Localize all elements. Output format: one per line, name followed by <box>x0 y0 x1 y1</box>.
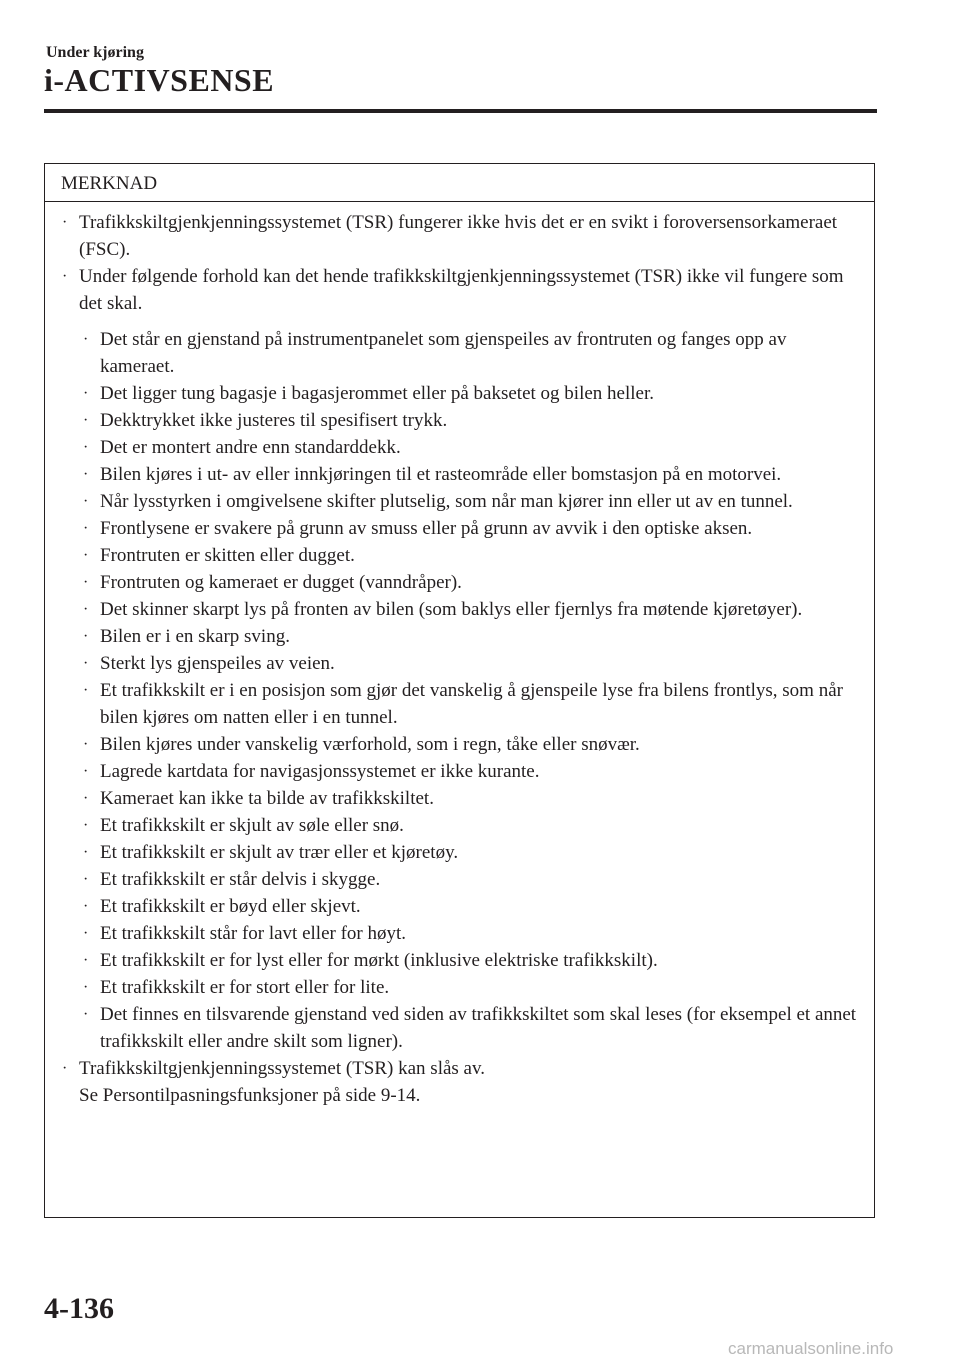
list-item-text: Frontruten og kameraet er dugget (vanndråper). <box>100 572 462 593</box>
list-item-text: Bilen kjøres i ut- av eller innkjøringen til et rasteområde eller bomstasjon på en motorvei. <box>100 464 782 485</box>
list-item-text: Frontruten er skitten eller dugget. <box>100 545 355 566</box>
list-item <box>81 326 864 380</box>
header-rule <box>44 109 877 113</box>
list-item <box>81 515 864 542</box>
bullet-icon: · <box>83 817 89 834</box>
list-item <box>81 596 864 623</box>
list-item <box>81 731 864 758</box>
list-item-text: Et trafikkskilt er for lyst eller for mørkt (inklusive elektriske trafikkskilt). <box>100 950 658 971</box>
bullet-icon: · <box>83 655 89 672</box>
cross-reference: Se Persontilpasningsfunksjoner på side 9-14. <box>79 1085 421 1106</box>
list-item-text: Kameraet kan ikke ta bilde av trafikkskiltet. <box>100 788 434 809</box>
list-item <box>81 947 864 974</box>
note-box <box>44 163 875 1218</box>
section-label: Under kjøring <box>46 44 144 61</box>
list-item-text: Når lysstyrken i omgivelsene skifter plutselig, som når man kjører inn eller ut av en tunnel. <box>100 491 793 512</box>
page-number: 4-136 <box>44 1292 114 1325</box>
bullet-icon: · <box>83 790 89 807</box>
bullet-icon: · <box>83 925 89 942</box>
list-item-text: Det er montert andre enn standarddekk. <box>100 437 401 458</box>
list-item <box>81 623 864 650</box>
note-body <box>45 202 874 1109</box>
bullet-icon: · <box>83 952 89 969</box>
bullet-icon: · <box>83 439 89 456</box>
list-item-text: Sterkt lys gjenspeiles av veien. <box>100 653 335 674</box>
list-item-text: Et trafikkskilt er for stort eller for lite. <box>100 977 390 998</box>
list-item-text: Bilen kjøres under vanskelig værforhold, som i regn, tåke eller snøvær. <box>100 734 640 755</box>
list-item <box>60 209 864 263</box>
list-item <box>81 380 864 407</box>
list-item <box>81 1001 864 1055</box>
list-item <box>81 488 864 515</box>
list-item-text: Frontlysene er svakere på grunn av smuss eller på grunn av avvik i den optiske aksen. <box>100 518 753 539</box>
list-item <box>81 893 864 920</box>
conditions-list <box>60 326 864 1055</box>
list-item-text: Lagrede kartdata for navigasjonssystemet er ikke kurante. <box>100 761 540 782</box>
list-item-text: Et trafikkskilt er står delvis i skygge. <box>100 869 381 890</box>
list-item-text: Det skinner skarpt lys på fronten av bilen (som baklys eller fjernlys fra møtende kjøretøyer). <box>100 599 803 620</box>
bullet-icon: · <box>83 844 89 861</box>
intro-list <box>60 209 864 317</box>
list-item <box>81 542 864 569</box>
bullet-icon: · <box>83 466 89 483</box>
list-item <box>60 263 864 317</box>
list-item <box>81 812 864 839</box>
chapter-title: i-ACTIVSENSE <box>44 62 275 98</box>
list-item-text: Et trafikkskilt står for lavt eller for høyt. <box>100 923 407 944</box>
list-item-text: Et trafikkskilt er skjult av trær eller et kjøretøy. <box>100 842 459 863</box>
bullet-icon: · <box>83 331 89 348</box>
bullet-icon: · <box>83 736 89 753</box>
list-item <box>81 920 864 947</box>
bullet-icon: · <box>83 871 89 888</box>
bullet-icon: · <box>83 682 89 699</box>
list-item <box>81 407 864 434</box>
list-item-text: Trafikkskiltgjenkjenningssystemet (TSR) fungerer ikke hvis det er en svikt i foroversensorkameraet (FSC). <box>79 212 838 260</box>
list-item <box>81 650 864 677</box>
list-item-text: Trafikkskiltgjenkjenningssystemet (TSR) kan slås av. <box>79 1058 486 1079</box>
bullet-icon: · <box>83 574 89 591</box>
bullet-icon: · <box>62 268 68 285</box>
bullet-icon: · <box>83 628 89 645</box>
list-item <box>81 785 864 812</box>
bullet-icon: · <box>83 601 89 618</box>
list-item-text: Et trafikkskilt er i en posisjon som gjør det vanskelig å gjenspeile lyse fra bilens frontlys, som når bilen kjøres om natten eller i en tunnel. <box>100 680 843 728</box>
list-item-text: Et trafikkskilt er bøyd eller skjevt. <box>100 896 361 917</box>
watermark: carmanualsonline.info <box>728 1339 894 1358</box>
list-item <box>81 974 864 1001</box>
list-item-text: Det ligger tung bagasje i bagasjerommet eller på baksetet og bilen heller. <box>100 383 654 404</box>
list-item-text: Bilen er i en skarp sving. <box>100 626 290 647</box>
final-list <box>60 1055 864 1109</box>
list-item <box>81 569 864 596</box>
bullet-icon: · <box>62 1060 68 1077</box>
bullet-icon: · <box>83 1006 89 1023</box>
list-item <box>81 434 864 461</box>
list-item-text: Et trafikkskilt er skjult av søle eller snø. <box>100 815 404 836</box>
list-item <box>81 839 864 866</box>
bullet-icon: · <box>83 898 89 915</box>
list-item-text: Det finnes en tilsvarende gjenstand ved siden av trafikkskiltet som skal leses (for eksempel et annet trafikkskilt eller andre skilt som ligner). <box>100 1004 857 1052</box>
bullet-icon: · <box>83 385 89 402</box>
bullet-icon: · <box>83 520 89 537</box>
bullet-icon: · <box>83 493 89 510</box>
bullet-icon: · <box>83 763 89 780</box>
list-item <box>60 1055 864 1109</box>
list-item-text: Det står en gjenstand på instrumentpanelet som gjenspeiles av frontruten og fanges opp av kameraet. <box>100 329 787 377</box>
list-item <box>81 866 864 893</box>
list-item <box>81 758 864 785</box>
note-heading: MERKNAD <box>45 164 874 202</box>
list-item-text: Dekktrykket ikke justeres til spesifisert trykk. <box>100 410 448 431</box>
bullet-icon: · <box>83 979 89 996</box>
bullet-icon: · <box>83 547 89 564</box>
list-item-text: Under følgende forhold kan det hende trafikkskiltgjenkjenningssystemet (TSR) ikke vil fungere som det skal. <box>79 266 844 314</box>
bullet-icon: · <box>83 412 89 429</box>
list-item <box>81 677 864 731</box>
bullet-icon: · <box>62 214 68 231</box>
list-item <box>81 461 864 488</box>
